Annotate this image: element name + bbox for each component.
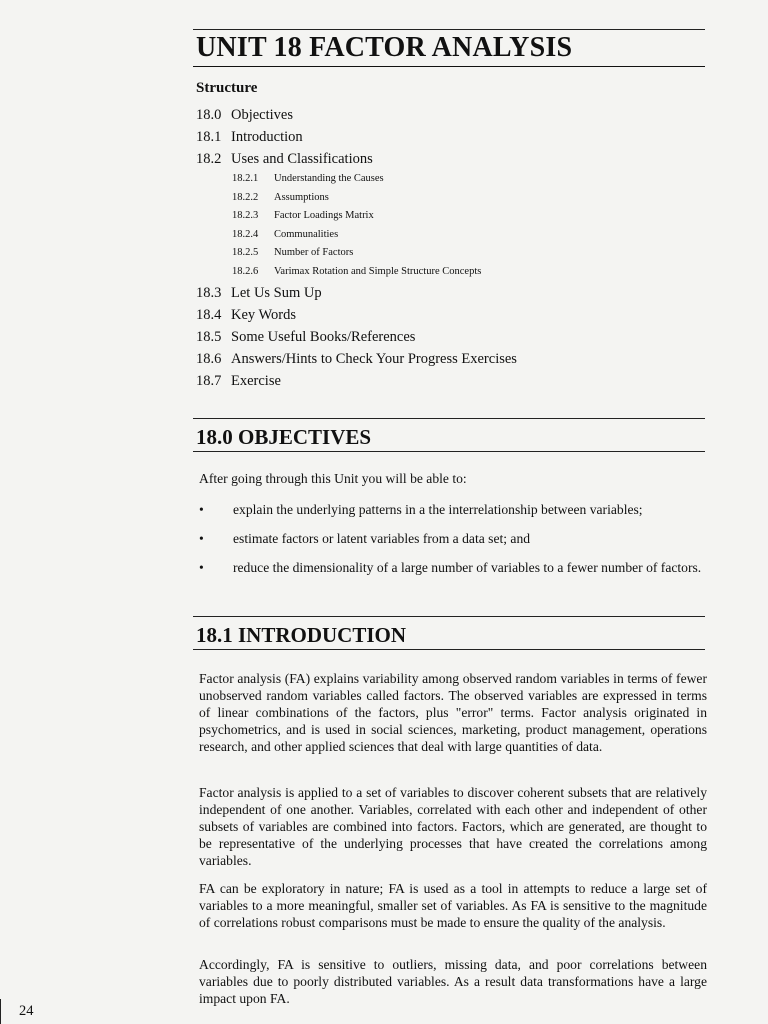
toc-item: 18.3 Let Us Sum Up xyxy=(196,284,322,301)
bullet-icon: • xyxy=(199,531,204,546)
table-of-contents xyxy=(196,104,706,392)
objectives-intro: After going through this Unit you will be able to: xyxy=(199,471,467,486)
bullet-icon: • xyxy=(199,560,204,575)
objectives-bottom-rule xyxy=(193,451,705,452)
toc-subitem: 18.2.2 Assumptions xyxy=(232,191,329,203)
bullet-icon: • xyxy=(199,502,204,517)
unit-title: UNIT 18 FACTOR ANALYSIS xyxy=(196,32,573,63)
toc-item: 18.5 Some Useful Books/References xyxy=(196,328,416,345)
introduction-bottom-rule xyxy=(193,649,705,650)
objectives-list xyxy=(199,501,709,576)
toc-item: 18.0 Objectives xyxy=(196,107,294,123)
objective-item: • estimate factors or latent variables from a data set; and xyxy=(199,531,531,546)
introduction-paragraph: Factor analysis is applied to a set of variables to discover coherent subsets that are relatively independent of one another. Variables, correlated with each other and independent of other subsets of variables are combined into factors. Factors, which are generated, are thought to be representative of the underlying processes that have created the correlations among variables. xyxy=(199,785,707,868)
objective-item: • explain the underlying patterns in a the interrelationship between variables; xyxy=(199,502,643,517)
objectives-top-rule xyxy=(193,418,705,419)
toc-subitem: 18.2.3 Factor Loadings Matrix xyxy=(232,210,374,222)
page-number: 24 xyxy=(19,1003,34,1019)
objective-item: • reduce the dimensionality of a large number of variables to a fewer number of factors. xyxy=(199,560,702,575)
introduction-top-rule xyxy=(193,616,705,617)
title-bottom-rule xyxy=(193,66,705,67)
toc-subitem: 18.2.4 Communalities xyxy=(232,228,339,240)
toc-subitem: 18.2.6 Varimax Rotation and Simple Structure Concepts xyxy=(232,265,482,277)
introduction-paragraph: Accordingly, FA is sensitive to outliers, missing data, and poor correlations between variables due to poorly distributed variables. As a result data transformations have a large impact upon FA. xyxy=(199,957,707,1006)
structure-heading: Structure xyxy=(196,80,258,96)
margin-line xyxy=(0,999,1,1024)
introduction-paragraph: FA can be exploratory in nature; FA is used as a tool in attempts to reduce a large set of variables to a more meaningful, smaller set of variables. As FA is sensitive to the magnitude of correlations robust comparisons must be made to ensure the quality of the analysis. xyxy=(199,881,707,930)
toc-item: 18.6 Answers/Hints to Check Your Progress Exercises xyxy=(196,350,517,367)
toc-item: 18.2 Uses and Classifications xyxy=(196,151,373,167)
toc-item: 18.1 Introduction xyxy=(196,129,303,145)
introduction-paragraph: Factor analysis (FA) explains variability among observed random variables in terms of fewer unobserved random variables called factors. The observed variables are expressed in terms of linear combinations of the factors, plus "error" terms. Factor analysis originated in psychometrics, and is used in social sciences, marketing, product management, operations research, and other applied sciences that deal with large quantities of data. xyxy=(199,671,707,754)
toc-subitem: 18.2.1 Understanding the Causes xyxy=(232,173,384,184)
toc-subitem: 18.2.5 Number of Factors xyxy=(232,247,354,259)
introduction-heading: 18.1 INTRODUCTION xyxy=(196,623,407,647)
toc-item: 18.4 Key Words xyxy=(196,306,297,323)
objectives-heading: 18.0 OBJECTIVES xyxy=(196,425,372,449)
toc-item: 18.7 Exercise xyxy=(196,372,281,389)
title-top-rule xyxy=(193,29,705,30)
